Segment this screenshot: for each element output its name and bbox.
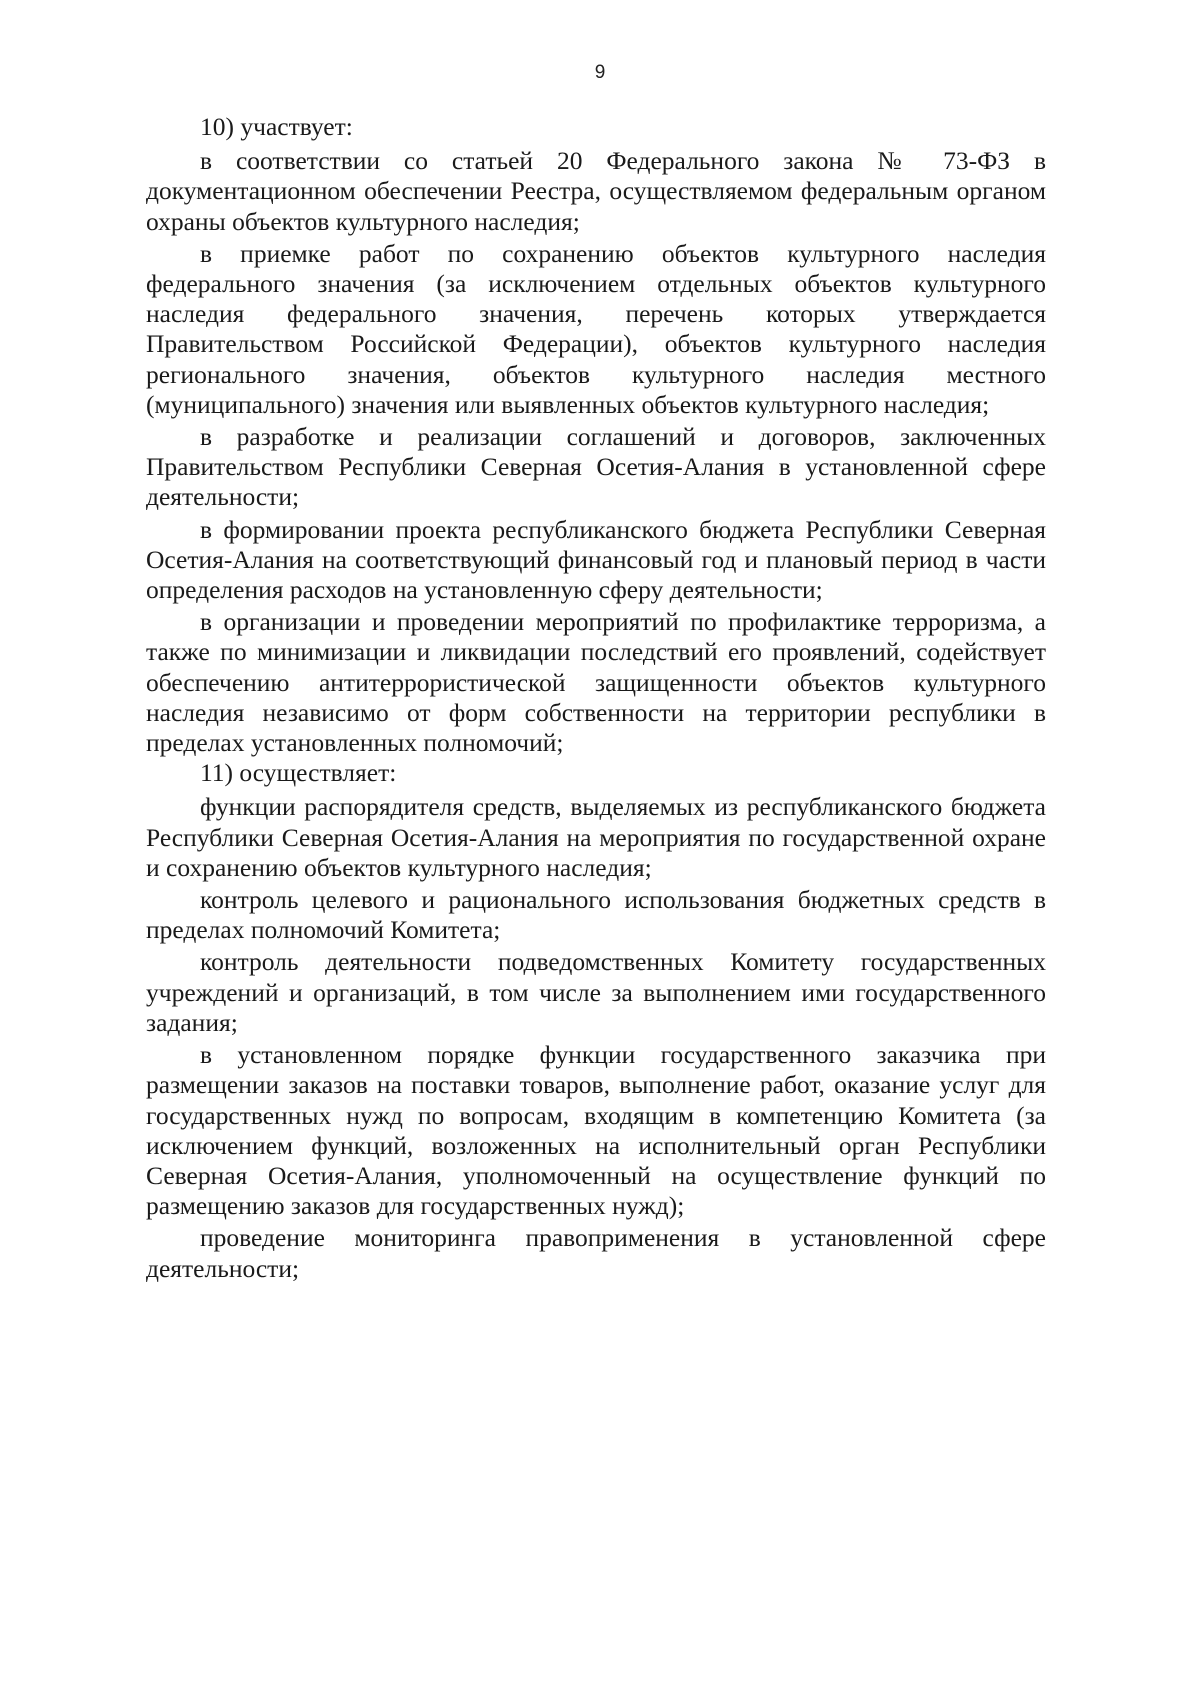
paragraph: контроль деятельности подведомственных Комитету государственных учреждений и организаций, в том числе за выполнением ими государственного задания; [146,947,1046,1037]
paragraph-item-10-heading: 10) участвует: [200,112,353,141]
paragraph: функции распорядителя средств, выделяемых из республиканского бюджета Республики Северная Осетия-Алания на мероприятия по государственной охране и сохранению объектов культурного наследия; [146,792,1046,882]
paragraph: контроль целевого и рационального использования бюджетных средств в пределах полномочий Комитета; [146,885,1046,945]
paragraph: в установленном порядке функции государственного заказчика при размещении заказов на поставки товаров, выполнение работ, оказание услуг для государственных нужд по вопросам, входящим в компетенцию Комитета (за исключением функций, возложенных на исполнительный орган Республики Северная Осетия-Алания, уполномоченный на осуществление функций по размещению заказов для государственных нужд); [146,1040,1046,1221]
paragraph: в приемке работ по сохранению объектов культурного наследия федерального значения (за исключением отдельных объектов культурного наследия федерального значения, перечень которых утверждается Правительством Российской Федерации), объектов культурного наследия регионального значения, объектов культурного наследия местного (муниципального) значения или выявленных объектов культурного наследия; [146,238,1046,419]
paragraph: в соответствии со статьей 20 Федерального закона № 73-ФЗ в документационном обеспечении Реестра, осуществляемом федеральным органом охраны объектов культурного наследия; [146,146,1046,236]
paragraph: в организации и проведении мероприятий по профилактике терроризма, а также по минимизации и ликвидации последствий его проявлений, содействует обеспечению антитеррористической защищенности объектов культурного наследия независимо от форм собственности на территории республики в пределах установленных полномочий; [146,607,1046,758]
paragraph-item-11-heading: 11) осуществляет: [200,758,397,788]
paragraph: в разработке и реализации соглашений и договоров, заключенных Правительством Республики Северная Осетия-Алания в установленной сфере деятельности; [146,422,1046,512]
page-number: 9 [594,62,606,83]
paragraph: в формировании проекта республиканского бюджета Республики Северная Осетия-Алания на соответствующий финансовый год и плановый период в части определения расходов на установленную сферу деятельности; [146,514,1046,605]
document-body [146,112,1046,1286]
paragraph: проведение мониторинга правоприменения в установленной сфере деятельности; [146,1223,1046,1283]
